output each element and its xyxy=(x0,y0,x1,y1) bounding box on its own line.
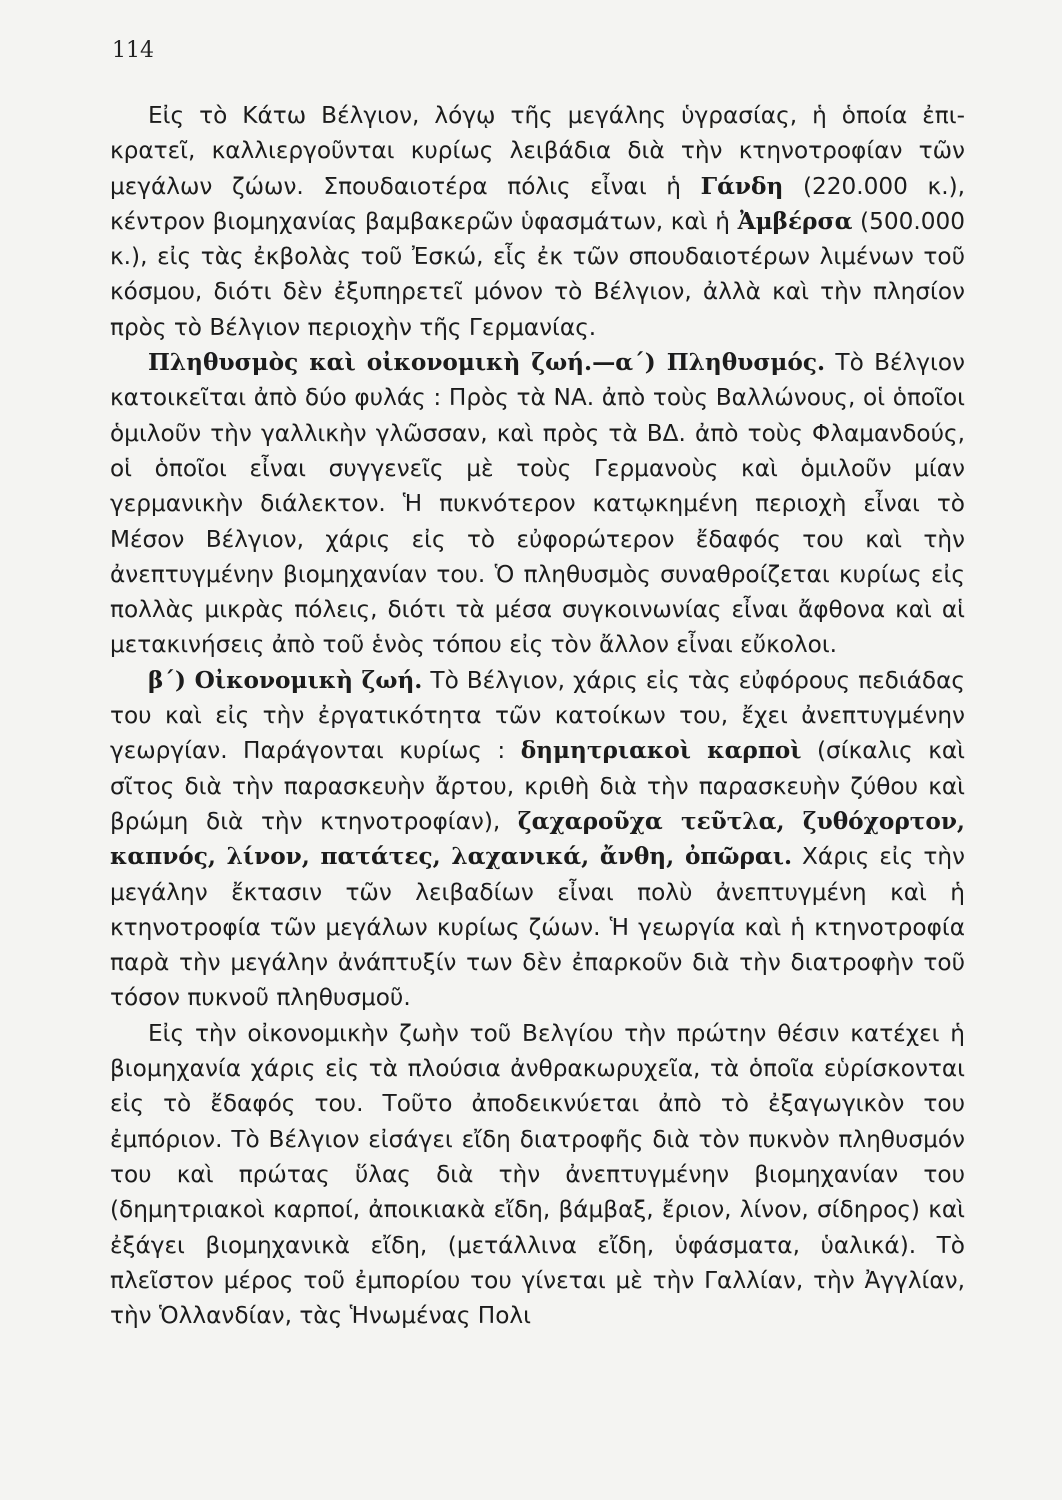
section-heading-population: Πληθυσμὸς καὶ οἰκονομικὴ ζωή.—α΄) Πληθυσμός. xyxy=(148,349,826,377)
city-antwerp: Ἀμβέρσα xyxy=(737,207,853,235)
term-crops: ζαχαροῦχα τεῦτλα, ζυθόχορτον, καπνός, λίνον, πατάτες, λαχανικά, ἄνθη, ὀπῶραι. xyxy=(110,807,965,871)
section-heading-economy: β΄) Οἰκονομικὴ ζωή. xyxy=(148,666,423,694)
text-run: (220.000 κ.), κέντρον βιομηχανίας βαμβακερῶν ὑφασμάτων, καὶ ἡ xyxy=(110,172,965,235)
text-run: Χάρις εἰς τὴν μεγάλην ἔκτασιν τῶν λειβαδίων εἶναι πολὺ ἀνεπτυγμένη καὶ ἡ κτηνοτροφία τῶν μεγάλων κυρίως ζώων. Ἡ γεωργία καὶ ἡ κτηνοτροφία παρὰ τὴν μεγάλην ἀνάπτυξίν των δὲν ἐπαρκοῦν διὰ τὴν διατροφὴν τοῦ τόσον πυκνοῦ πληθυσμοῦ. xyxy=(110,843,965,1012)
text-run: Εἰς τὸ Κάτω Βέλγιον, λόγῳ τῆς μεγάλης ὑγρασίας, ἡ ὁποία ἐπικρατεῖ, καλλιεργοῦνται κυρίως λειβάδια διὰ τὴν κτηνοτροφίαν τῶν μεγάλων ζώων. Σπουδαιοτέρα πόλις εἶναι ἡ xyxy=(110,102,965,200)
text-run: Τὸ Βέλγιον, χάρις εἰς τὰς εὐφόρους πεδιάδας του καὶ εἰς τὴν ἐργατικότητα τῶν κατοίκων του, ἔχει ἀνεπτυγμένην γεωργίαν. Παράγονται κυρίως : xyxy=(110,666,965,765)
paragraph-population xyxy=(110,345,965,663)
text-run: (500.000 κ.), εἰς τὰς ἐκβολὰς τοῦ Ἐσκώ, εἷς ἐκ τῶν σπουδαιοτέρων λιμένων τοῦ κόσμου, διότι δὲν ἐξυπηρετεῖ μόνον τὸ Βέλγιον, ἀλλὰ καὶ τὴν πλησίον πρὸς τὸ Βέλγιον περιοχὴν τῆς Γερμανίας. xyxy=(110,207,965,341)
page-number: 114 xyxy=(112,38,154,63)
text-run: Εἰς τὴν οἰκονομικὴν ζωὴν τοῦ Βελγίου τὴν πρώτην θέσιν κατέχει ἡ βιομηχανία χάρις εἰς τὰ πλούσια ἀνθρακωρυχεῖα, τὰ ὁποῖα εὑρίσκονται εἰς τὸ ἔδαφός του. Τοῦτο ἀποδεικνύεται ἀπὸ τὸ ἐξαγωγικὸν του ἐμπόριον. Τὸ Βέλγιον εἰσάγει εἴδη διατροφῆς διὰ τὸν πυκνὸν πληθυσμόν του καὶ πρώτας ὕλας διὰ τὴν ἀνεπτυγμένην βιομηχανίαν του (δημητριακοὶ καρποί, ἀποικιακὰ εἴδη, βάμβαξ, ἔριον, λίνον, σίδηρος) καὶ ἐξάγει βιομηχανικὰ εἴδη, (μετάλλινα εἴδη, ὑφάσματα, ὑαλικά). Τὸ πλεῖστον μέρος τοῦ ἐμπορίου του γίνεται μὲ τὴν Γαλλίαν, τὴν Ἀγγλίαν, τὴν Ὁλλανδίαν, τὰς Ἡνωμένας Πολι xyxy=(110,1019,965,1330)
term-cereals: δημητριακοὶ καρποὶ xyxy=(520,737,802,765)
paragraph-economy xyxy=(110,663,965,1016)
paragraph-ghent-antwerp xyxy=(110,98,965,345)
city-ghent: Γάνδη xyxy=(700,172,784,200)
body-text xyxy=(110,98,965,1333)
paragraph-industry xyxy=(110,1016,965,1334)
text-run: (σίκαλις καὶ σῖτος διὰ τὴν παρασκευὴν ἄρτου, κριθὴ διὰ τὴν παρασκευὴν ζύθου καὶ βρώμη διὰ τὴν κτηνοτροφίαν), xyxy=(110,737,965,835)
text-run: Τὸ Βέλγιον κατοικεῖται ἀπὸ δύο φυλάς : Πρὸς τὰ ΝΑ. ἀπὸ τοὺς Βαλλώνους, οἱ ὁποῖοι ὁμιλοῦν τὴν γαλλικὴν γλῶσσαν, καὶ πρὸς τὰ ΒΔ. ἀπὸ τοὺς Φλαμανδούς, οἱ ὁποῖοι εἶναι συγγενεῖς μὲ τοὺς Γερμανοὺς καὶ ὁμιλοῦν μίαν γερμανικὴν διάλεκτον. Ἡ πυκνότερον κατῳκημένη περιοχὴ εἶναι τὸ Μέσον Βέλγιον, χάρις εἰς τὸ εὐφορώτερον ἔδαφός του καὶ τὴν ἀνεπτυγμένην βιομηχανίαν του. Ὁ πληθυσμὸς συναθροίζεται κυρίως εἰς πολλὰς μικρὰς πόλεις, διότι τὰ μέσα συγκοινωνίας εἶναι ἄφθονα καὶ αἱ μετακινήσεις ἀπὸ τοῦ ἑνὸς τόπου εἰς τὸν ἄλλον εἶναι εὔκολοι. xyxy=(110,349,965,659)
